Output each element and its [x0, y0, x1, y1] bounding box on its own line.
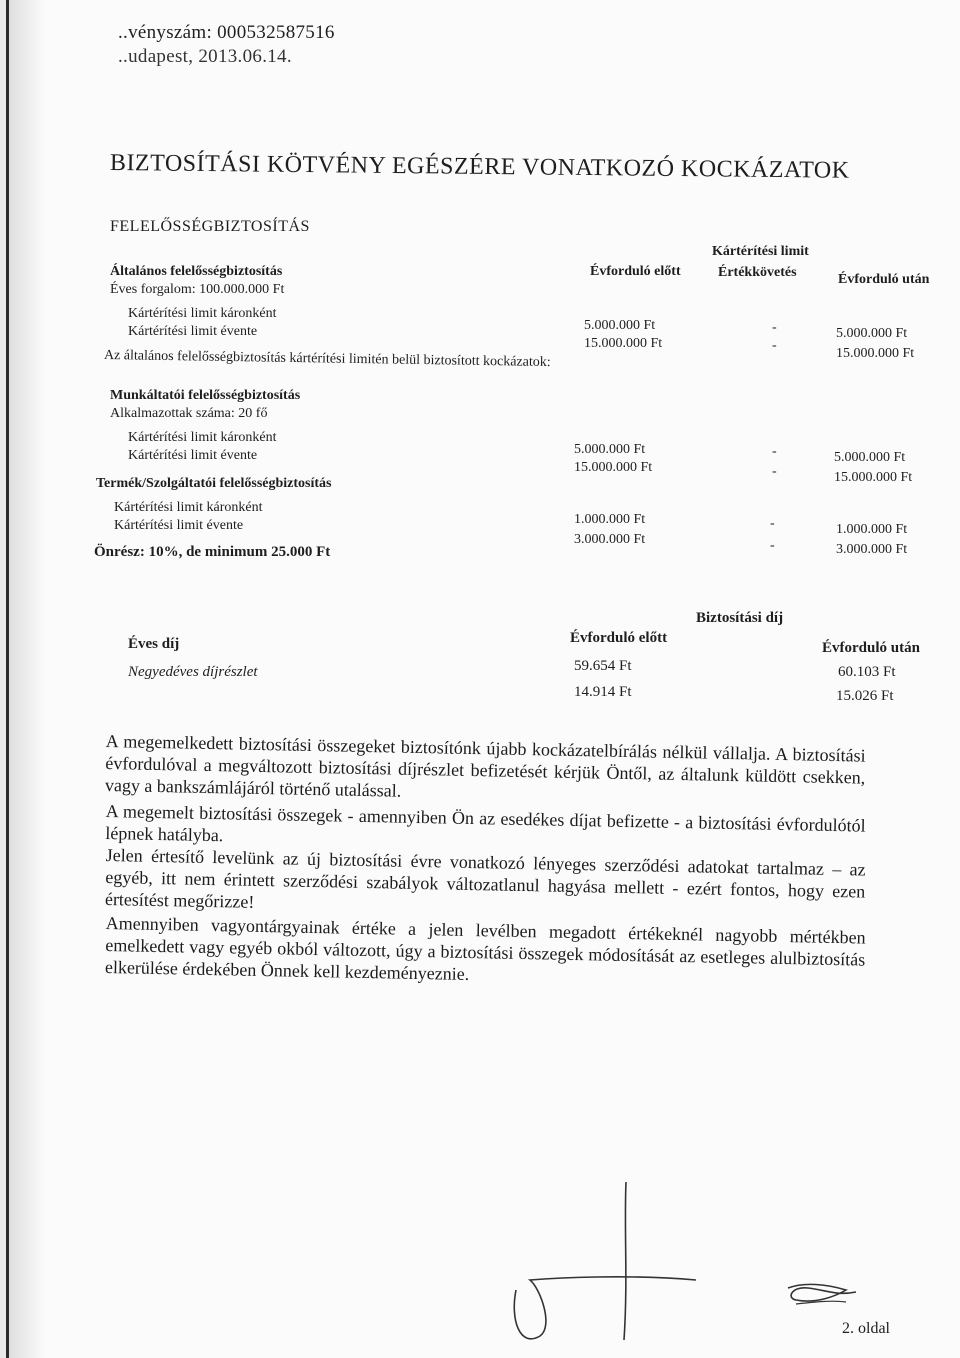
- paragraph-1: A megemelkedett biztosítási összegeket biztosítónk újabb kockázatelbírálás nélkül vállalja. A biztosítási évfordulóval a megváltozott biztosítási díjrészlet befizetését kérjük Öntől, az általunk küldött csekken, vagy a bankszámlájáról történő utalással.: [104, 730, 866, 801]
- annual-premium-after: 60.103 Ft: [838, 664, 896, 680]
- employer-limit-annual-label: Kártérítési limit évente: [128, 448, 258, 463]
- product-limit-per-claim-after: 1.000.000 Ft: [836, 522, 908, 537]
- page-title: BIZTOSÍTÁSI KÖTVÉNY EGÉSZÉRE VONATKOZÓ KOCKÁZATOK: [109, 150, 850, 184]
- paragraph-4: Amennyiben vagyontárgyainak értéke a jelen levélben megadott értékeknél nagyobb mértékben emelkedett vagy egyéb okból változott, úgy a biztosítási összegek módosítását az esetleges alulbiztosítás elkerülése érdekében Önnek kell kezdeményeznie.: [104, 912, 866, 984]
- product-limit-annual-before: 3.000.000 Ft: [574, 532, 646, 547]
- turnover: Éves forgalom: 100.000.000 Ft: [110, 282, 285, 297]
- policy-number: ..vényszám: 000532587516: [118, 22, 335, 43]
- page-number: 2. oldal: [842, 1320, 890, 1337]
- employer-limit-annual-before: 15.000.000 Ft: [574, 460, 653, 475]
- col-before-header: Évforduló előtt: [590, 264, 681, 279]
- deductible: Önrész: 10%, de minimum 25.000 Ft: [94, 544, 331, 560]
- col-after-header: Évforduló után: [838, 272, 930, 287]
- general-limit-per-claim-after: 5.000.000 Ft: [836, 326, 908, 341]
- premium-group-header: Biztosítási díj: [696, 610, 784, 626]
- general-title: Általános felelősségbiztosítás: [110, 264, 283, 279]
- employer-limit-annual-index: -: [772, 464, 777, 479]
- section-title: FELELŐSSÉGBIZTOSÍTÁS: [110, 218, 310, 235]
- limit-group-header: Kártérítési limit: [712, 244, 809, 259]
- premium-before-header: Évforduló előtt: [570, 630, 668, 646]
- general-limit-annual-after: 15.000.000 Ft: [836, 346, 915, 361]
- quarterly-installment-after: 15.026 Ft: [836, 688, 894, 704]
- product-limit-annual-index: -: [770, 538, 775, 553]
- general-covered-risks-note: Az általános felelősségbiztosítás kártérítési limitén belül biztosított kockázatok:: [103, 348, 551, 371]
- general-limit-annual-index: -: [772, 338, 777, 353]
- product-title: Termék/Szolgáltatói felelősségbiztosítás: [96, 476, 332, 491]
- employee-count: Alkalmazottak száma: 20 fő: [110, 406, 268, 421]
- place-date: ..udapest, 2013.06.14.: [118, 46, 292, 67]
- col-index-header: Értékkövetés: [718, 265, 797, 280]
- general-limit-per-claim-before: 5.000.000 Ft: [584, 318, 656, 333]
- general-limit-annual-before: 15.000.000 Ft: [584, 336, 663, 351]
- employer-limit-per-claim-label: Kártérítési limit káronként: [128, 430, 277, 445]
- general-limit-annual-label: Kártérítési limit évente: [128, 324, 258, 339]
- premium-after-header: Évforduló után: [822, 640, 920, 656]
- product-limit-per-claim-label: Kártérítési limit káronként: [114, 500, 263, 515]
- product-limit-annual-after: 3.000.000 Ft: [836, 542, 908, 557]
- page-edge-line: [6, 0, 9, 1358]
- paragraph-3: Jelen értesítő levelünk az új biztosítási évre vonatkozó lényeges szerződési adatokat tartalmaz – az egyéb, itt nem érintett szerződési szabályok változatlanul hagyása mellett - ezért fontos, hogy ezen értesítést megőrizze!: [104, 844, 866, 912]
- annual-premium-before: 59.654 Ft: [574, 658, 632, 674]
- general-limit-per-claim-index: -: [772, 320, 777, 335]
- quarterly-installment-label: Negyedéves díjrészlet: [128, 664, 258, 680]
- employer-limit-per-claim-before: 5.000.000 Ft: [574, 442, 646, 457]
- document-page: [6, 0, 960, 1358]
- employer-title: Munkáltatói felelősségbiztosítás: [110, 388, 301, 403]
- quarterly-installment-before: 14.914 Ft: [574, 684, 632, 700]
- product-limit-per-claim-index: -: [770, 516, 775, 531]
- annual-premium-label: Éves díj: [128, 636, 180, 652]
- product-limit-per-claim-before: 1.000.000 Ft: [574, 512, 646, 527]
- general-limit-per-claim-label: Kártérítési limit káronként: [128, 306, 277, 321]
- employer-limit-per-claim-index: -: [772, 444, 777, 459]
- employer-limit-annual-after: 15.000.000 Ft: [834, 470, 913, 485]
- paragraph-2: A megemelt biztosítási összegek - amennyiben Ön az esedékes díjat befizette - a biztosítási évfordulótól lépnek hatályba.: [105, 800, 866, 846]
- employer-limit-per-claim-after: 5.000.000 Ft: [834, 450, 906, 465]
- product-limit-annual-label: Kártérítési limit évente: [114, 518, 244, 533]
